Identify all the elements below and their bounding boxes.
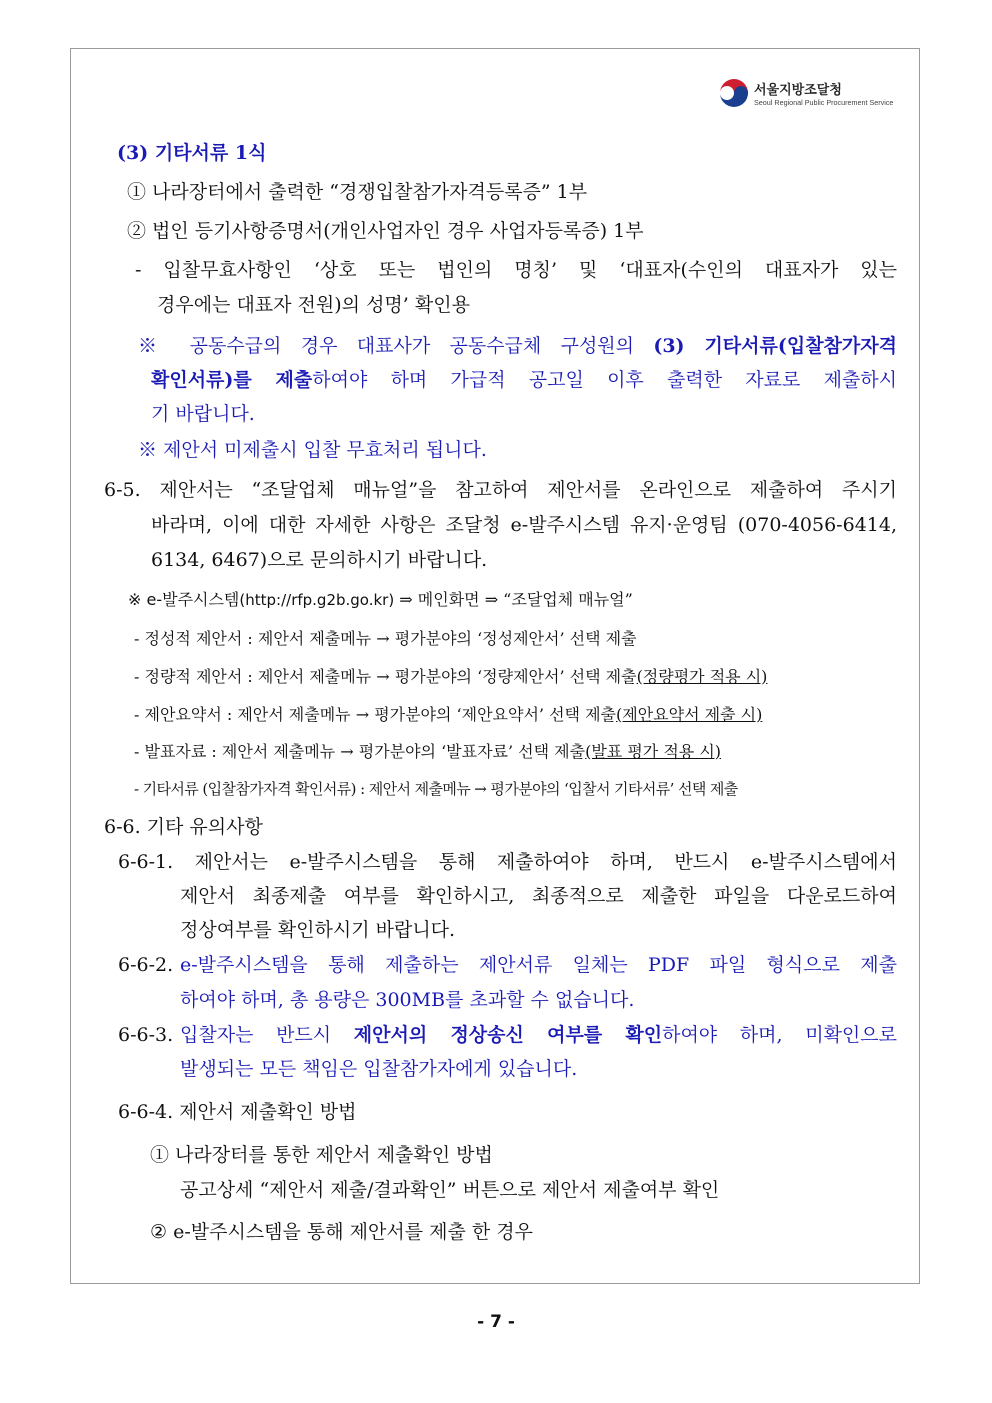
ref-url-link[interactable]: (http://rfp.g2b.go.kr) bbox=[239, 591, 395, 609]
s65-line-1: 6-5. 제안서는 “조달업체 매뉴얼”을 참고하여 제안서를 온라인으로 제출하여 주시기 bbox=[104, 479, 897, 501]
s66-p3-number: 6-6-3. bbox=[118, 1024, 174, 1046]
item-3-text: - 제안요약서 : 제안서 제출메뉴 → 평가분야의 ‘제안요약서’ 선택 제출 bbox=[134, 705, 617, 724]
item-2-note: (정량평가 적용 시) bbox=[636, 667, 768, 686]
section3-dash-line-2: 경우에는 대표자 전원)의 성명’ 확인용 bbox=[157, 294, 470, 316]
page-number: - 7 - bbox=[477, 1312, 515, 1332]
s65-item-4 bbox=[134, 740, 721, 764]
section3-note-1-line-2 bbox=[151, 368, 897, 392]
s66-p3-line-1 bbox=[180, 1023, 897, 1047]
note-1-bold-text-2: 확인서류)를 제출 bbox=[151, 369, 313, 391]
s65-item-3 bbox=[134, 703, 762, 727]
s65-line-2: 바라며, 이에 대한 자세한 사항은 조달청 e-발주시스템 유지·운영팀 (070-4056-6414, bbox=[151, 514, 897, 536]
p3-text-c: 하여야 하며, 미확인으로 bbox=[662, 1024, 897, 1046]
s66-p2-number: 6-6-2. bbox=[118, 954, 174, 976]
s66-p3-line-2: 발생되는 모든 책임은 입찰참가자에게 있습니다. bbox=[180, 1058, 578, 1080]
logo-english-text: Seoul Regional Public Procurement Service bbox=[754, 98, 894, 107]
taegeuk-logo-icon bbox=[718, 78, 750, 110]
s65-item-5: - 기타서류 (입찰참가자격 확인서류) : 제안서 제출메뉴 → 평가분야의 ‘입찰서 기타서류’ 선택 제출 bbox=[134, 780, 738, 798]
note-1-text-2: 하여야 하며 가급적 공고일 이후 출력한 자료로 제출하시 bbox=[312, 369, 897, 391]
s65-item-2 bbox=[134, 665, 767, 689]
ref-path: ⇒ 메인화면 ⇒ “조달업체 매뉴얼” bbox=[394, 590, 633, 609]
section3-note-2: ※ 제안서 미제출시 입찰 무효처리 됩니다. bbox=[138, 439, 487, 461]
s66-p4-check-2: ② e-발주시스템을 통해 제안서를 제출 한 경우 bbox=[150, 1221, 533, 1243]
s65-line-3: 6134, 6467)으로 문의하시기 바랍니다. bbox=[151, 549, 488, 571]
logo-korean-text: 서울지방조달청 bbox=[754, 83, 842, 98]
item-4-note: (발표 평가 적용 시) bbox=[585, 742, 722, 761]
s66-title: 6-6. 기타 유의사항 bbox=[104, 816, 263, 838]
p3-bold-text: 제안서의 정상송신 여부를 확인 bbox=[353, 1024, 663, 1046]
note-1-bold-text: (3) 기타서류(입찰참가자격 bbox=[653, 335, 897, 357]
s66-p1-line-3: 정상여부를 확인하시기 바랍니다. bbox=[180, 919, 456, 941]
s65-reference bbox=[128, 588, 633, 612]
ref-label: ※ e-발주시스템 bbox=[128, 590, 240, 609]
section3-dash-line-1: - 입찰무효사항인 ‘상호 또는 법인의 명칭’ 및 ‘대표자(수인의 대표자가 있는 bbox=[135, 259, 897, 281]
s66-p2-line-2: 하여야 하며, 총 용량은 300MB를 초과할 수 없습니다. bbox=[180, 989, 635, 1011]
section3-item-2: ② 법인 등기사항증명서(개인사업자인 경우 사업자등록증) 1부 bbox=[127, 220, 644, 242]
item-3-note: (제안요약서 제출 시) bbox=[616, 705, 763, 724]
s66-p1-line-2: 제안서 최종제출 여부를 확인하시고, 최종적으로 제출한 파일을 다운로드하여 bbox=[180, 885, 897, 907]
s66-p4-check-1-detail: 공고상세 “제안서 제출/결과확인” 버튼으로 제안서 제출여부 확인 bbox=[180, 1179, 720, 1201]
note-1-text: ※ 공동수급의 경우 대표사가 공동수급체 구성원의 bbox=[138, 335, 654, 357]
procurement-logo bbox=[718, 78, 908, 112]
section3-note-1-line-1 bbox=[138, 334, 897, 358]
s66-p1-line-1: 6-6-1. 제안서는 e-발주시스템을 통해 제출하여야 하며, 반드시 e-발주시스템에서 bbox=[118, 851, 897, 873]
section3-item-1: ① 나라장터에서 출력한 “경쟁입찰참가자격등록증” 1부 bbox=[127, 181, 588, 203]
section3-title: (3) 기타서류 1식 bbox=[117, 142, 267, 164]
s66-p4-check-1: ① 나라장터를 통한 제안서 제출확인 방법 bbox=[150, 1144, 493, 1166]
item-2-text: - 정량적 제안서 : 제안서 제출메뉴 → 평가분야의 ‘정량제안서’ 선택 제출 bbox=[134, 667, 637, 686]
section3-note-1-line-3: 기 바랍니다. bbox=[151, 403, 255, 425]
p3-text-a: 입찰자는 반드시 bbox=[180, 1024, 354, 1046]
s66-p2-line-1: e-발주시스템을 통해 제출하는 제안서류 일체는 PDF 파일 형식으로 제출 bbox=[180, 954, 897, 976]
item-4-text: - 발표자료 : 제안서 제출메뉴 → 평가분야의 ‘발표자료’ 선택 제출 bbox=[134, 742, 586, 761]
s65-item-1: - 정성적 제안서 : 제안서 제출메뉴 → 평가분야의 ‘정성제안서’ 선택 제출 bbox=[134, 629, 637, 648]
s66-p4-title: 6-6-4. 제안서 제출확인 방법 bbox=[118, 1101, 357, 1123]
